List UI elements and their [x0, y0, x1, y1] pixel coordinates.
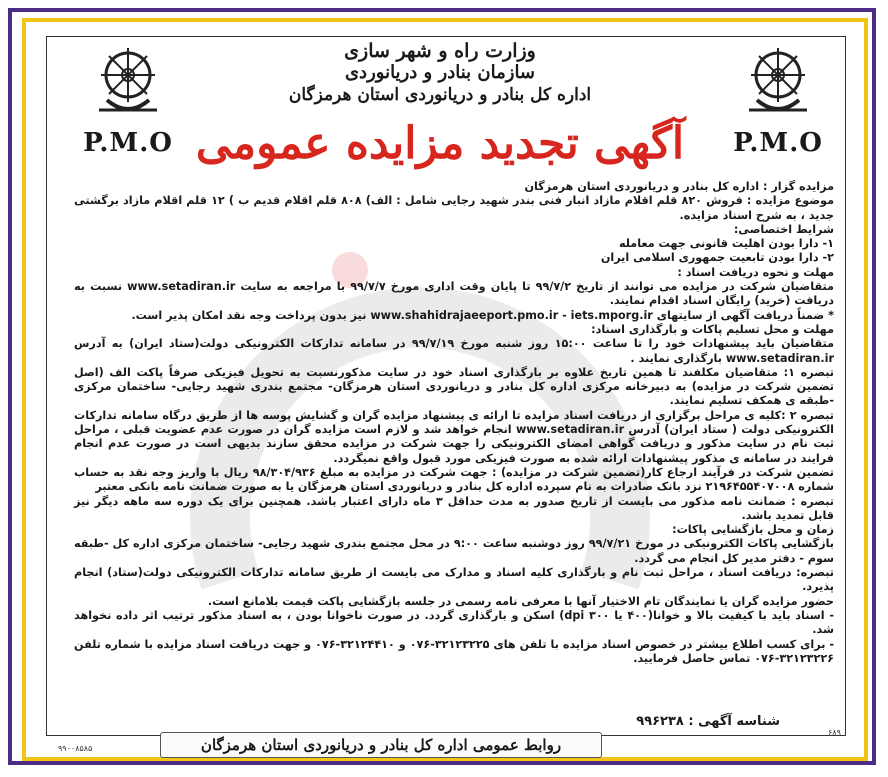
body-paragraph: مهلت و محل تسلیم پاکات و بارگذاری اسناد:	[591, 322, 834, 336]
body-paragraph: بازگشایی پاکات الکترونیکی در مورخ ۹۹/۷/۲۱ روز دوشنبه ساعت ۹:۰۰ در محل مجتمع بندری شهید رجایی- ساختمان مرکزی اداره کل -طبقه سوم - دفتر مدیر کل انجام می گردد.	[74, 537, 834, 565]
body-paragraph: شرایط اختصاصی:	[733, 222, 834, 236]
pmo-logo-right	[718, 40, 838, 158]
anchor-wheel-icon	[743, 40, 813, 120]
body-paragraph: تبصره : ضمانت نامه مذکور می بایست از تاریخ صدور به مدت حداقل ۳ ماه دارای اعتبار باشد. همچنین برای یک دوره سه ماهه دیگر نیز قابل تمدید باشد.	[74, 494, 834, 522]
body-paragraph: تبصره ۲ :کلیه ی مراحل برگزاری از دریافت اسناد مزایده تا ارائه ی پیشنهاد مزایده گران و گشایش پوسه ها از طریق درگاه سامانه تدارکات الکترونیکی دولت ( ستاد ایران) آدرس www.setadiran.ir انجام خواهد شد و لازم است مزایده گران در صورت عدم عضویت قبلی ، مراحل ثبت نام در سایت مذکور و دریافت گواهی امضای الکترونیکی را جهت شرکت در مزایده محقق سازند بدیهی است در صورت عدم انجام فرایند در سامانه ی مذکور پیشنهادات ارائه شده به صورت فیزیکی مورد قبول واقع نمیگردد.	[74, 408, 834, 465]
anchor-wheel-icon	[93, 40, 163, 120]
organization-name: سازمان بنادر و دریانوردی	[344, 62, 536, 83]
body-paragraph: حضور مزایده گران یا نمایندگان تام الاختیار آنها با معرفی نامه رسمی در جلسه بازگشایی پاکت قیمت بلامانع است.	[207, 594, 834, 608]
pmo-logo-text: P.M.O	[733, 128, 823, 158]
body-paragraph: مهلت و نحوه دریافت اسناد :	[677, 265, 834, 279]
print-code: ۹۹۰۰۸۵۸۵	[58, 744, 93, 753]
page-code: ۶۸۹	[828, 728, 841, 737]
body-paragraph: ۲- دارا بودن تابعیت جمهوری اسلامی ایران	[600, 251, 834, 265]
document-header	[160, 40, 720, 106]
body-paragraph: ۱- دارا بودن اهلیت قانونی جهت معامله	[618, 237, 834, 251]
body-paragraph: تبصره: دریافت اسناد ، مراحل ثبت نام و بارگذاری کلیه اسناد و مدارک می بایست از طریق سامانه تدارکات الکترونیکی دولت(ستاد) انجام پذیرد.	[74, 566, 834, 594]
body-paragraph: مزایده گزار : اداره کل بنادر و دریانوردی استان هرمزگان	[524, 180, 834, 193]
public-relations-footer: روابط عمومی اداره کل بنادر و دریانوردی استان هرمزگان	[160, 732, 602, 758]
body-paragraph: - اسناد باید با کیفیت بالا و خوانا(۴۰۰ یا ۳۰۰ dpi) اسکن و بارگذاری گردد. در صورت ناخوانا بودن ، به اسناد مذکور ترتیب اثر داده نخواهد شد.	[74, 608, 834, 637]
pmo-logo-text: P.M.O	[83, 128, 173, 158]
department-name: اداره کل بنادر و دریانوردی استان هرمزگان	[288, 85, 592, 105]
body-paragraph: زمان و محل بازگشایی پاکات:	[672, 523, 834, 537]
ministry-name: وزارت راه و شهر سازی	[344, 40, 536, 62]
body-paragraph: تبصره ۱: متقاضیان مکلفند تا همین تاریخ علاوه بر بارگذاری اسناد خود در سایت مذکورنسبت به تحویل فیزیکی صرفاً پاکت الف (اصل تضمین شرکت در مزایده) به دبیرخانه مرکزی اداره کل بنادر و دریانوردی استان هرمزگان- مجتمع بندری شهید رجایی- ساختمان مرکزی -طبقه ی همکف تسلیم نمایند.	[74, 365, 834, 408]
body-paragraph: - برای کسب اطلاع بیشتر در خصوص اسناد مزایده با تلفن های ۳۲۱۲۳۲۲۵-۰۷۶ و ۳۲۱۲۴۴۱۰-۰۷۶ و جهت دریافت اسناد مزایده با شماره تلفن ۳۲۱۲۳۲۲۶-۰۷۶ تماس حاصل فرمایید.	[74, 637, 834, 665]
notice-title: آگهی تجدید مزایده عمومی	[195, 118, 685, 169]
notice-body	[74, 180, 834, 666]
body-paragraph: متقاضیان باید پیشنهادات خود را تا ساعت ۱۵:۰۰ روز شنبه مورخ ۹۹/۷/۱۹ در سامانه تدارکات الکترونیکی دولت(ستاد ایران) به آدرس www.setadiran.ir بارگذاری نمایند .	[74, 337, 835, 365]
notice-id: شناسه آگهی : ۹۹۶۲۳۸	[636, 714, 780, 729]
body-paragraph: * ضمناً دریافت آگهی از سایتهای www.shahidrajaeeport.pmo.ir - iets.mporg.ir نیز بدون پرداخت وجه نقد امکان پذیر است.	[131, 308, 834, 322]
body-paragraph: متقاضیان شرکت در مزایده می توانند از تاریخ ۹۹/۷/۲ تا پایان وقت اداری مورخ ۹۹/۷/۷ با مراجعه به سایت www.setadiran.ir نسبت به دریافت (خرید) رایگان اسناد اقدام نمایند.	[74, 280, 834, 308]
body-paragraph: موضوع مزایده : فروش ۸۲۰ قلم اقلام مازاد انبار فنی بندر شهید رجایی شامل : الف) ۸۰۸ قلم اقلام قدیم ب ) ۱۲ قلم اقلام مازاد برگشتی جدید ، به شرح اسناد مزایده.	[74, 194, 834, 222]
body-paragraph: تضمین شرکت در فرآیند ارجاع کار(تضمین شرکت در مزایده) : جهت شرکت در مزایده به مبلغ ۹۸/۳۰۴/۹۳۶ ریال با واریز وجه نقد به حساب شماره ۲۱۹۶۴۵۵۴۰۷۰۰۸ نزد بانک صادرات به نام سپرده اداره کل بنادر و دریانوردی استان هرمزگان یا به صورت ضمانت نامه بانکی معتبر	[74, 465, 834, 494]
